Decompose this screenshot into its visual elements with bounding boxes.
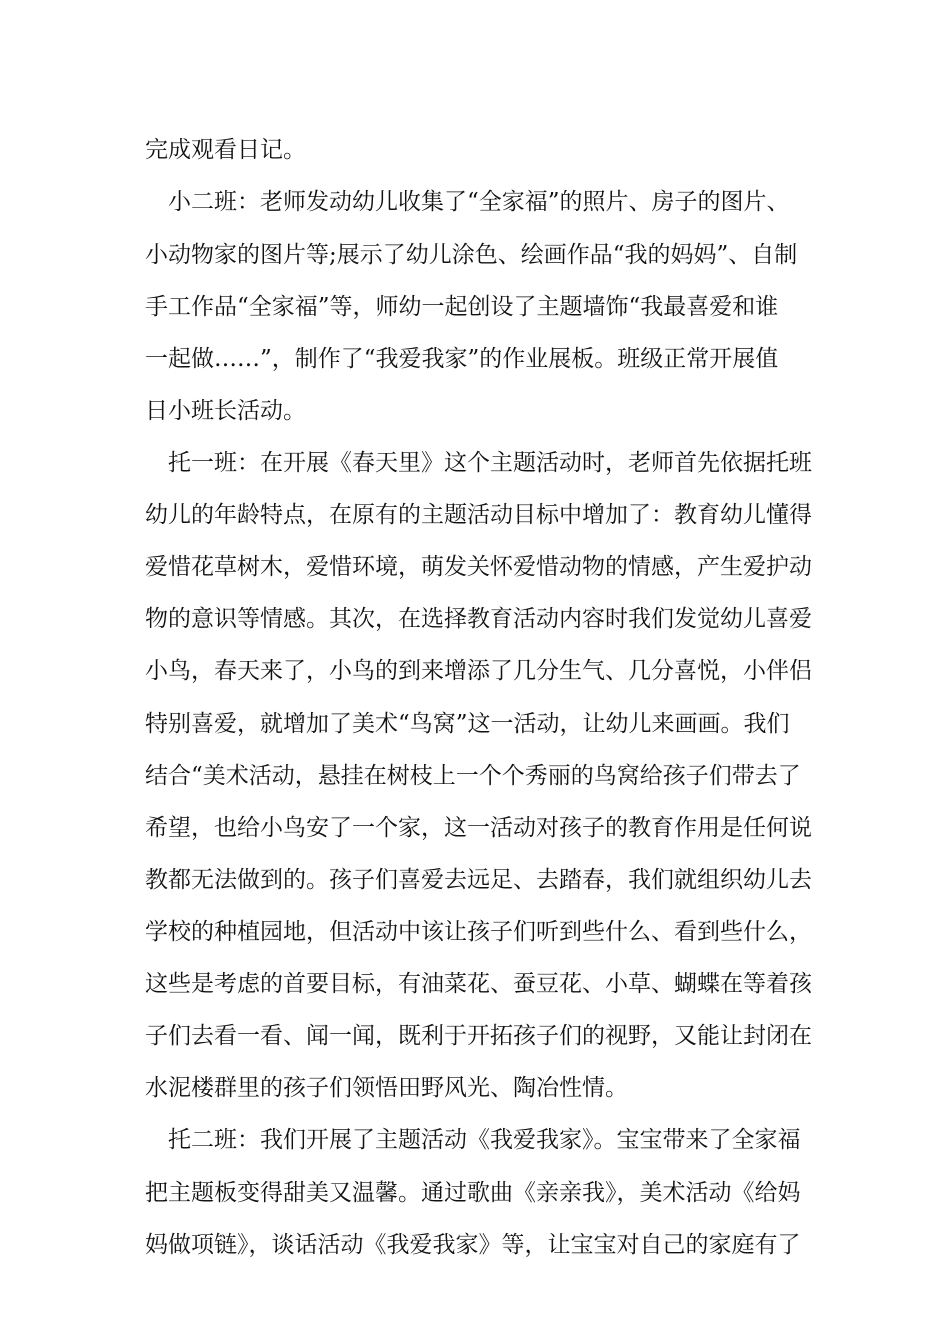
text-line: 希望，也给小鸟安了一个家，这一活动对孩子的教育作用是任何说 [145, 815, 812, 841]
text-line: 特别喜爱，就增加了美术“鸟窝”这一活动，让幼儿来画画。我们 [145, 711, 790, 737]
text-line: 幼儿的年龄特点，在原有的主题活动目标中增加了：教育幼儿懂得 [145, 502, 812, 528]
text-line: 结合“美术活动，悬挂在树枝上一个个秀丽的鸟窝给孩子们带去了 [145, 763, 801, 789]
text-line: 完成观看日记。 [145, 137, 306, 163]
text-line: 学校的种植园地，但活动中该让孩子们听到些什么、看到些什么， [145, 919, 812, 945]
text-line: 妈做项链》，谈话活动《我爱我家》等，让宝宝对自己的家庭有了 [145, 1232, 801, 1258]
text-line: 一起做……”，制作了“我爱我家”的作业展板。班级正常开展值 [145, 346, 779, 372]
paragraph-start-class-toddler-one: 托一班：在开展《春天里》这个主题活动时，老师首先依据托班 [168, 450, 812, 476]
text-line: 子们去看一看、闻一闻，既利于开拓孩子们的视野，又能让封闭在 [145, 1023, 812, 1049]
text-line: 日小班长活动。 [145, 398, 306, 424]
text-line: 水泥楼群里的孩子们领悟田野风光、陶冶性情。 [145, 1075, 628, 1101]
text-line: 把主题板变得甜美又温馨。通过歌曲《亲亲我》，美术活动《给妈 [145, 1180, 801, 1206]
paragraph-start-class-small-two: 小二班：老师发动幼儿收集了“全家福”的照片、房子的图片、 [168, 189, 790, 215]
text-line: 小动物家的图片等;展示了幼儿涂色、绘画作品“我的妈妈”、自制 [145, 242, 798, 268]
text-line: 爱惜花草树木，爱惜环境，萌发关怀爱惜动物的情感，产生爱护动 [145, 554, 812, 580]
paragraph-start-class-toddler-two: 托二班：我们开展了主题活动《我爱我家》。宝宝带来了全家福 [168, 1127, 801, 1153]
text-line: 物的意识等情感。其次，在选择教育活动内容时我们发觉幼儿喜爱 [145, 606, 812, 632]
text-line: 手工作品“全家福”等，师幼一起创设了主题墙饰“我最喜爱和谁 [145, 294, 779, 320]
text-line: 这些是考虑的首要目标，有油菜花、蚕豆花、小草、蝴蝶在等着孩 [145, 971, 812, 997]
text-line: 教都无法做到的。孩子们喜爱去远足、去踏春，我们就组织幼儿去 [145, 867, 812, 893]
text-line: 小鸟，春天来了，小鸟的到来增添了几分生气、几分喜悦，小伴侣 [145, 658, 812, 684]
